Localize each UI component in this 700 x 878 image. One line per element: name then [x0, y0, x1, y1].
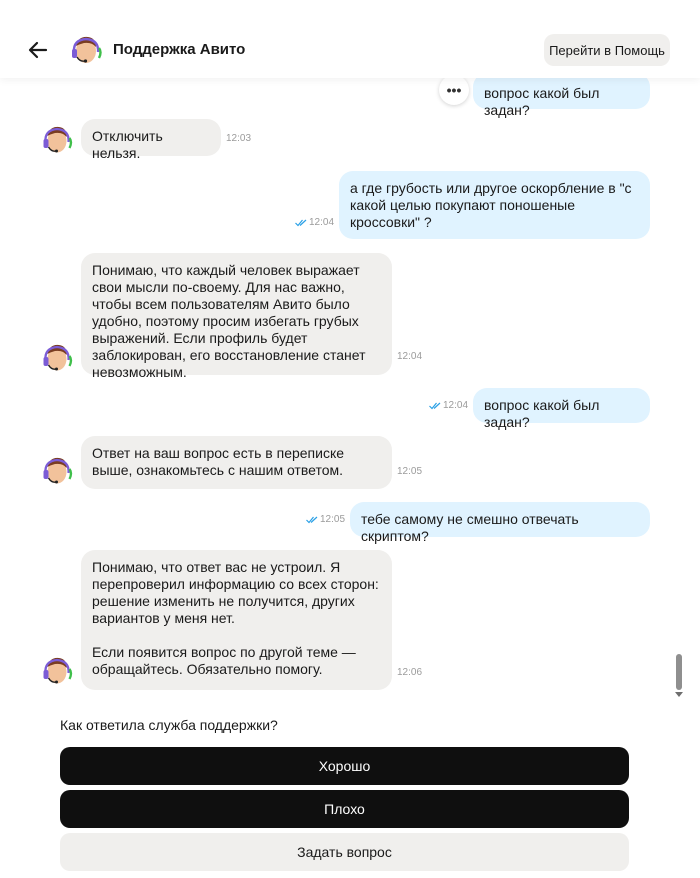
- chat-messages[interactable]: [0, 78, 700, 704]
- chat-header: [0, 0, 700, 78]
- message-time: 12:04: [309, 217, 335, 228]
- rate-good-button[interactable]: Хорошо: [60, 747, 629, 785]
- support-agent-avatar-icon: [40, 340, 74, 376]
- message-outgoing: тебе самому не смешно отвечать скриптом?: [350, 502, 650, 537]
- message-outgoing: вопрос какой был задан?: [473, 78, 650, 109]
- message-time: 12:05: [320, 514, 346, 525]
- double-check-icon: [295, 219, 307, 227]
- support-agent-avatar-icon: [40, 453, 74, 489]
- support-agent-avatar-icon: [68, 32, 104, 68]
- message-outgoing: а где грубость или другое оскорбление в "с какой целью покупают поношеные кроссовки" ?: [339, 171, 650, 239]
- ask-question-button[interactable]: Задать вопрос: [60, 833, 629, 871]
- message-time: 12:06: [397, 667, 423, 678]
- message-incoming: Понимаю, что каждый человек выражает свои мысли по-своему. Для нас важно, чтобы всем пользователям Авито было удобно, поэтому просим избегать грубых выражений. Если профиль будет заблокирован, его восстановление станет невозможным.: [81, 253, 392, 375]
- message-time: 12:03: [226, 133, 252, 144]
- message-incoming: Отключить нельзя.: [81, 119, 221, 156]
- go-to-help-button[interactable]: Перейти в Помощь: [544, 34, 670, 66]
- message-time: 12:05: [397, 466, 423, 477]
- support-agent-avatar-icon: [40, 122, 74, 158]
- rate-bad-button[interactable]: Плохо: [60, 790, 629, 828]
- more-dots-icon[interactable]: •••: [439, 78, 469, 105]
- feedback-panel: [0, 704, 700, 878]
- message-time: 12:04: [397, 351, 423, 362]
- message-time: 12:04: [443, 400, 469, 411]
- chat-title: Поддержка Авито: [113, 41, 246, 58]
- message-incoming: Понимаю, что ответ вас не устроил. Я перепроверил информацию со всех сторон: решение изменить не получится, других вариантов у меня нет. Если появится вопрос по другой теме — обращайтесь. Обязательно помогу.: [81, 550, 392, 690]
- message-outgoing: вопрос какой был задан?: [473, 388, 650, 423]
- double-check-icon: [306, 516, 318, 524]
- arrow-left-icon[interactable]: [26, 38, 50, 62]
- double-check-icon: [429, 402, 441, 410]
- scroll-down-arrow-icon[interactable]: [675, 692, 683, 697]
- message-incoming: Ответ на ваш вопрос есть в переписке выше, ознакомьтесь с нашим ответом.: [81, 436, 392, 489]
- support-agent-avatar-icon: [40, 653, 74, 689]
- feedback-question: Как ответила служба поддержки?: [60, 717, 278, 733]
- scrollbar-thumb[interactable]: [676, 654, 682, 690]
- chat-scrollbar[interactable]: [676, 78, 682, 704]
